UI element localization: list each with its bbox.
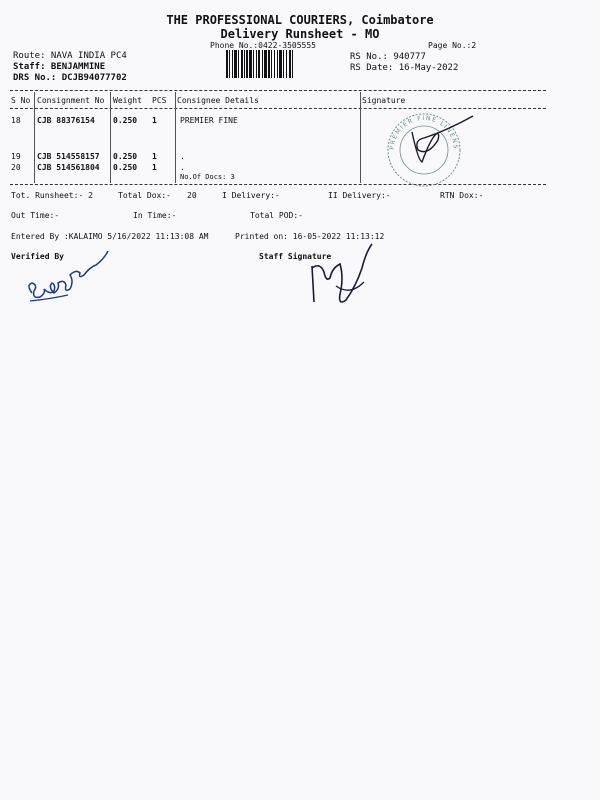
col-header-signature: Signature (362, 96, 406, 105)
col-divider (110, 92, 111, 183)
svg-text:PREMIER FINE LINENS (389, 115, 459, 150)
verified-by-label: Verified By (11, 252, 64, 261)
row-consignment: CJB 514561804 (37, 163, 100, 172)
row-weight: 0.250 (113, 116, 138, 125)
row-pcs: 1 (152, 163, 157, 172)
rs-number: RS No.: 940777 (350, 52, 426, 62)
row-consignment: CJB 88376154 (37, 116, 95, 125)
rs-date: RS Date: 16-May-2022 (350, 63, 459, 73)
row-consignment: CJB 514558157 (37, 152, 100, 161)
out-time: Out Time:- (11, 211, 60, 220)
staff-name: Staff: BENJAMMINE (13, 62, 106, 72)
col-divider (360, 92, 361, 183)
col-divider (175, 92, 176, 183)
company-stamp (378, 110, 478, 190)
row-consignee: PREMIER FINE (180, 116, 238, 125)
in-time: In Time:- (133, 211, 177, 220)
row-sno: 19 (11, 152, 21, 161)
total-dox-label: Total Dox:- (118, 191, 171, 200)
barcode (226, 50, 324, 78)
row-consignee: . (180, 152, 185, 161)
ii-delivery: II Delivery:- (328, 191, 391, 200)
col-header-consignment: Consignment No (37, 96, 105, 105)
stamp-text: PREMIER FINE LINENS (388, 114, 460, 151)
col-divider (34, 92, 35, 183)
route: Route: NAVA INDIA PC4 (13, 51, 127, 61)
rtn-dox: RTN Dox:- (440, 191, 484, 200)
row-consignee: . (180, 163, 185, 172)
staff-signature (300, 238, 390, 313)
row-pcs: 1 (152, 152, 157, 161)
col-header-sno: S No (11, 96, 31, 105)
col-header-weight: Weight (113, 96, 142, 105)
phone-number: Phone No.:0422-3505555 (210, 41, 316, 50)
total-dox-value: 20 (187, 191, 197, 200)
col-header-consignee: Consignee Details (177, 96, 259, 105)
page-number: Page No.:2 (428, 41, 477, 50)
total-pod: Total POD:- (250, 211, 303, 220)
document-title: Delivery Runsheet - MO (220, 27, 380, 41)
row-weight: 0.250 (113, 163, 138, 172)
header-rule (10, 108, 546, 109)
total-runsheet: Tot. Runsheet:- 2 (11, 191, 93, 200)
staff-signature-label: Staff Signature (259, 252, 332, 261)
row-sno: 20 (11, 163, 21, 172)
verifier-signature (20, 245, 130, 315)
entered-by: Entered By :KALAIMO 5/16/2022 11:13:08 AM (11, 232, 209, 241)
row-pcs: 1 (152, 116, 157, 125)
row-weight: 0.250 (113, 152, 138, 161)
drs-number: DRS No.: DCJB94077702 (13, 73, 127, 83)
no-of-docs: No.Of Docs: 3 (180, 173, 235, 181)
table-top-rule (10, 90, 546, 91)
col-header-pcs: PCS (152, 96, 167, 105)
printed-on: Printed on: 16-05-2022 11:13:12 (235, 232, 385, 241)
i-delivery: I Delivery:- (222, 191, 280, 200)
row-sno: 18 (11, 116, 21, 125)
company-name: THE PROFESSIONAL COURIERS, Coimbatore (166, 13, 434, 27)
